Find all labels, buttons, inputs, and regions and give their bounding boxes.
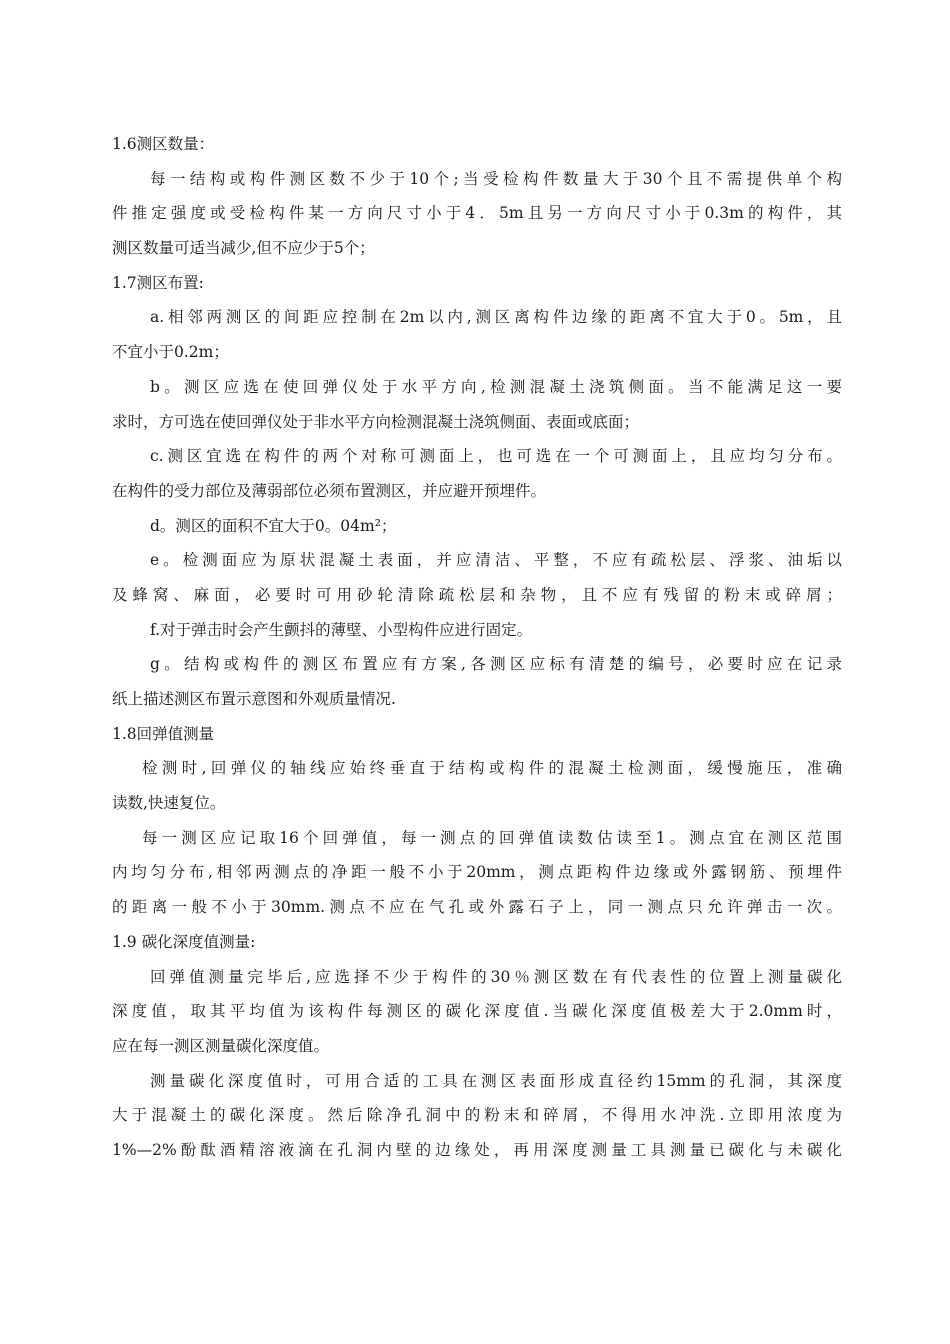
section-heading-1-8: 1.8回弹值测量 xyxy=(112,724,215,743)
paragraph-line: 件推定强度或受检构件某一方向尺寸小于4．5m且另一方向尺寸小于0.3m的构件，其 xyxy=(112,204,842,223)
paragraph-line: 求时，方可选在使回弹仪处于非水平方向检测混凝土浇筑侧面、表面或底面； xyxy=(112,412,640,431)
paragraph-line: 及蜂窝、麻面，必要时可用砂轮清除疏松层和杂物，且不应有残留的粉末或碎屑； xyxy=(112,585,842,604)
section-heading-1-6: 1.6测区数量： xyxy=(112,135,215,153)
paragraph-line: 1%—2%酚酞酒精溶液滴在孔洞内壁的边缘处，再用深度测量工具测量已碳化与未碳化 xyxy=(112,1140,842,1159)
paragraph-line: d。测区的面积不宜大于0。04m²； xyxy=(150,516,397,535)
paragraph-line: 检测时,回弹仪的轴线应始终垂直于结构或构件的混凝土检测面，缓慢施压，准确 xyxy=(142,759,842,778)
paragraph-line: 深度值，取其平均值为该构件每测区的碳化深度值.当碳化深度值极差大于2.0mm时， xyxy=(112,1002,842,1021)
paragraph-line: 大于混凝土的碳化深度。然后除净孔洞中的粉末和碎屑，不得用水冲洗.立即用浓度为 xyxy=(112,1106,842,1125)
paragraph-line: c.测区宜选在构件的两个对称可测面上，也可选在一个可测面上，且应均匀分布。 xyxy=(150,447,842,466)
section-heading-1-7: 1.7测区布置: xyxy=(112,273,204,292)
paragraph-line: f.对于弹击时会产生颤抖的薄壁、小型构件应进行固定。 xyxy=(150,620,533,639)
paragraph-line: 的距离一般不小于30mm.测点不应在气孔或外露石子上，同一测点只允许弹击一次。 xyxy=(112,898,842,917)
paragraph-line: 每一结构或构件测区数不少于10个;当受检构件数量大于30个且不需提供单个构 xyxy=(150,169,842,188)
paragraph-line: 每一测区应记取16个回弹值，每一测点的回弹值读数估读至1。测点宜在测区范围 xyxy=(142,828,842,847)
section-heading-1-9: 1.9 碳化深度值测量: xyxy=(112,932,256,951)
paragraph-line: 纸上描述测区布置示意图和外观质量情况. xyxy=(112,690,396,708)
paragraph-line: 不宜小于0.2m； xyxy=(112,343,229,362)
paragraph-line: g。结构或构件的测区布置应有方案,各测区应标有清楚的编号，必要时应在记录 xyxy=(150,655,842,674)
paragraph-line: 测量碳化深度值时，可用合适的工具在测区表面形成直径约15mm的孔洞，其深度 xyxy=(150,1071,842,1090)
document-body xyxy=(112,127,842,1168)
paragraph-line: 在构件的受力部位及薄弱部位必须布置测区，并应避开预埋件。 xyxy=(112,481,547,500)
paragraph-line: 读数,快速复位。 xyxy=(112,794,226,813)
paragraph-line: 回弹值测量完毕后,应选择不少于构件的30％测区数在有代表性的位置上测量碳化 xyxy=(150,967,842,986)
paragraph-line: 测区数量可适当减少,但不应少于5个； xyxy=(112,239,375,258)
paragraph-line: 应在每一测区测量碳化深度值。 xyxy=(112,1036,330,1055)
paragraph-line: a.相邻两测区的间距应控制在2m以内,测区离构件边缘的距离不宜大于0。5m，且 xyxy=(150,308,842,327)
paragraph-line: 内均匀分布,相邻两测点的净距一般不小于20mm，测点距构件边缘或外露钢筋、预埋件 xyxy=(112,863,842,882)
paragraph-line: b。测区应选在使回弹仪处于水平方向,检测混凝土浇筑侧面。当不能满足这一要 xyxy=(150,377,842,396)
paragraph-line: e。检测面应为原状混凝土表面，并应清洁、平整，不应有疏松层、浮浆、油垢以 xyxy=(150,551,842,570)
